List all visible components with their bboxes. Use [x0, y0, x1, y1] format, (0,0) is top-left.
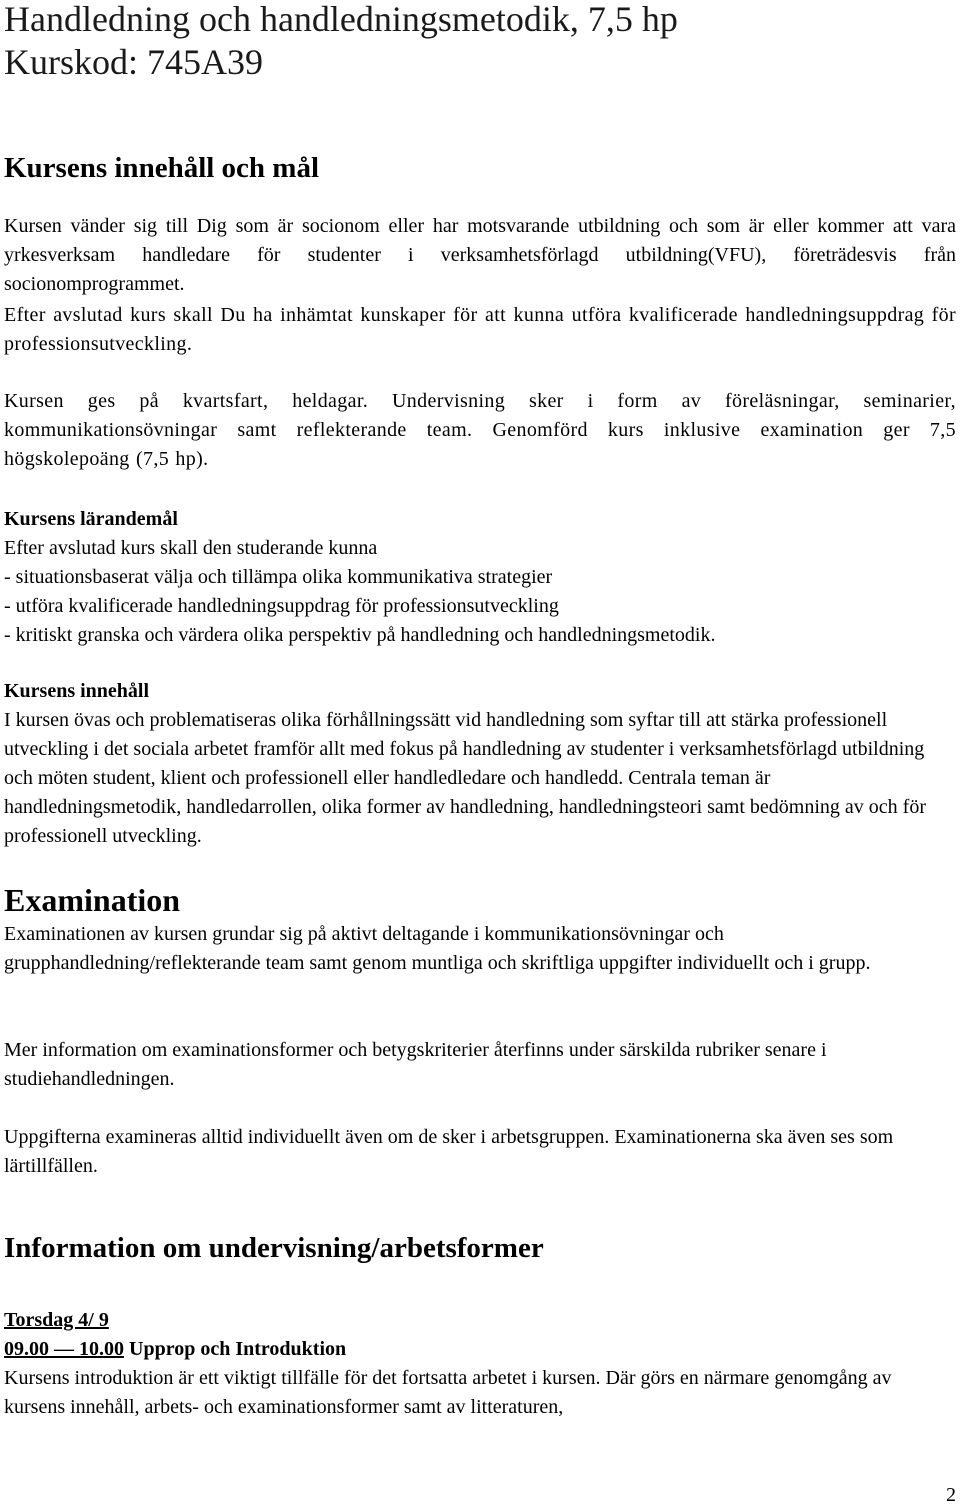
course-code: Kurskod: 745A39	[4, 42, 263, 82]
content-goals-paragraph-1: Kursen vänder sig till Dig som är socionom eller har motsvarande utbildning och som är eller kommer att vara yrkesverksam handledare för studenter i verksamhetsförlagd utbildning(VFU), företrädesvis från socionomprogrammet.	[4, 215, 956, 295]
course-content-section	[4, 677, 940, 851]
learning-goal-item: - utföra kvalificerade handledningsuppdrag för professionsutveckling	[4, 595, 559, 617]
session-title: Upprop och Introduktion	[124, 1338, 347, 1360]
course-name: Handledning och handledningsmetodik, 7,5 hp	[4, 0, 678, 39]
learning-goals-section	[4, 505, 715, 650]
document-title	[4, 0, 678, 84]
learning-goal-item: - kritiskt granska och värdera olika perspektiv på handledning och handledningsmetodik.	[4, 624, 716, 646]
learning-goal-item: - situationsbaserat välja och tillämpa olika kommunikativa strategier	[4, 566, 553, 588]
examination-paragraph-3: Uppgifterna examineras alltid individuellt även om de sker i arbetsgruppen. Examinationerna ska även ses som lärtillfällen.	[4, 1126, 894, 1177]
examination-paragraph-2: Mer information om examinationsformer och betygskriterier återfinns under särskilda rubriker senare i studiehandledningen.	[4, 1039, 827, 1090]
session-description: Kursens introduktion är ett viktigt tillfälle för det fortsatta arbetet i kursen. Där görs en närmare genomgång av kursens innehåll, arbets- och examinationsformer samt av litteraturen,	[4, 1367, 892, 1418]
course-content-heading: Kursens innehåll	[4, 680, 150, 702]
teaching-session	[4, 1306, 956, 1422]
content-goals-paragraph-3: Kursen ges på kvartsfart, heldagar. Undervisning sker i form av föreläsningar, seminarier, kommunikationsövningar samt reflekterande team. Genomförd kurs inklusive examination ger 7,5 högskolepoäng (7,5 hp).	[4, 390, 956, 470]
content-goals-heading: Kursens innehåll och mål	[4, 152, 320, 184]
page-number: 2	[946, 1484, 956, 1506]
session-header	[4, 1335, 956, 1364]
learning-goals-intro: Efter avslutad kurs skall den studerande kunna	[4, 537, 378, 559]
teaching-heading: Information om undervisning/arbetsformer	[4, 1232, 544, 1264]
examination-heading: Examination	[4, 882, 181, 918]
session-day: Torsdag 4/ 9	[4, 1309, 109, 1331]
course-content-text: I kursen övas och problematiseras olika förhållningssätt vid handledning som syftar till att stärka professionell utveckling i det sociala arbetet framför allt med fokus på handledning av studenter i verksamhetsförlagd utbildning och möten student, klient och professionell eller handledledare och handledd. Centrala teman är handledningsmetodik, handledarrollen, olika former av handledning, handledningsteori samt bedömning av och för professionell utveckling.	[4, 709, 926, 847]
content-goals-paragraph-2: Efter avslutad kurs skall Du ha inhämtat kunskaper för att kunna utföra kvalificerade handledningsuppdrag för professionsutveckling.	[4, 304, 956, 355]
examination-paragraph-1: Examinationen av kursen grundar sig på aktivt deltagande i kommunikationsövningar och grupphandledning/reflekterande team samt genom muntliga och skriftliga uppgifter individuellt och i grupp.	[4, 923, 871, 974]
session-time: 09.00 — 10.00	[4, 1338, 124, 1360]
learning-goals-heading: Kursens lärandemål	[4, 508, 178, 530]
